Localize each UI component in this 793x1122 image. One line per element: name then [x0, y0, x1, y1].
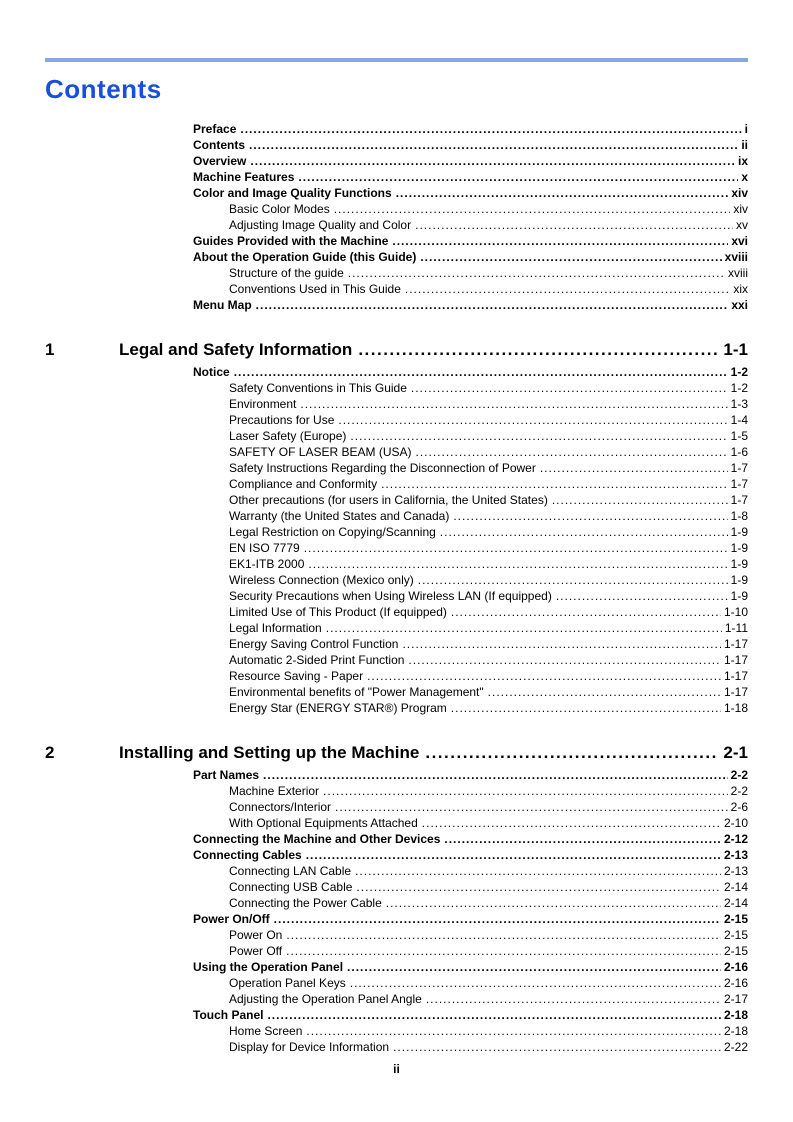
toc-entry-page: 1-4: [730, 413, 748, 427]
toc-entry[interactable]: [45, 396, 748, 412]
toc-entry[interactable]: [45, 895, 748, 911]
toc-entry-label: Connecting Cables: [193, 848, 302, 862]
dot-leader: [420, 249, 721, 265]
toc-entry-page: 1-5: [730, 429, 748, 443]
toc-entry-page: 2-14: [723, 880, 748, 894]
toc-entry-page: i: [744, 122, 748, 136]
dot-leader: [453, 508, 727, 524]
chapter-section: [45, 338, 748, 716]
toc-entry[interactable]: [45, 668, 748, 684]
dot-leader: [408, 652, 721, 668]
chapter-number: 2: [45, 743, 55, 762]
toc-entry-label: Color and Image Quality Functions: [193, 186, 392, 200]
toc-entry-label: Using the Operation Panel: [193, 960, 344, 974]
toc-entry-label: Power Off: [229, 944, 283, 958]
toc-entry-label: Power On/Off: [193, 912, 270, 926]
dot-leader: [405, 281, 730, 297]
dot-leader: [488, 684, 721, 700]
toc-entry-label: Power On: [229, 928, 283, 942]
toc-entry[interactable]: [45, 620, 748, 636]
toc-entry[interactable]: [45, 153, 748, 169]
toc-entry-label: Notice: [193, 365, 230, 379]
toc-entry-page: 1-7: [730, 493, 748, 507]
dot-leader: [249, 137, 738, 153]
dot-leader: [440, 524, 728, 540]
chapter-title: Installing and Setting up the Machine: [119, 743, 420, 762]
toc-entry-label: Environment: [229, 397, 297, 411]
toc-entry-page: 2-2: [730, 768, 748, 782]
toc-entry[interactable]: [45, 636, 748, 652]
toc-entry-label: Resource Saving - Paper: [229, 669, 364, 683]
toc-entry[interactable]: [45, 959, 748, 975]
toc-entry[interactable]: [45, 783, 748, 799]
toc-entry-label: Connectors/Interior: [229, 800, 332, 814]
dot-leader: [451, 700, 721, 716]
dot-leader: [367, 668, 721, 684]
chapter-page: 2-1: [723, 743, 748, 762]
dot-leader: [415, 217, 733, 233]
toc-entry[interactable]: [45, 588, 748, 604]
toc-entry[interactable]: [45, 508, 748, 524]
dot-leader: [540, 460, 728, 476]
toc-entry-page: xix: [733, 282, 748, 296]
toc-entry-page: 1-10: [723, 605, 748, 619]
toc-entry-label: Adjusting the Operation Panel Angle: [229, 992, 422, 1006]
dot-leader: [267, 1007, 721, 1023]
toc-entry-page: 2-15: [723, 912, 748, 926]
toc-entry-label: Other precautions (for users in California, the United States): [229, 493, 548, 507]
toc-entry-label: Precautions for Use: [229, 413, 335, 427]
toc-entry-label: Legal Restriction on Copying/Scanning: [229, 525, 436, 539]
toc-entry-label: Limited Use of This Product (If equipped): [229, 605, 447, 619]
dot-leader: [426, 991, 721, 1007]
toc-entry[interactable]: [45, 652, 748, 668]
chapter-section: [45, 741, 748, 1055]
toc-entry-page: 1-8: [730, 509, 748, 523]
toc-entry-label: SAFETY OF LASER BEAM (USA): [229, 445, 412, 459]
toc-entry-page: 2-18: [723, 1024, 748, 1038]
toc-entry[interactable]: [45, 831, 748, 847]
dot-leader: [425, 741, 719, 764]
toc-entry[interactable]: [45, 604, 748, 620]
toc-entry-label: Automatic 2-Sided Print Function: [229, 653, 405, 667]
toc-entry-page: 2-16: [723, 976, 748, 990]
toc-entry-label: Environmental benefits of "Power Management": [229, 685, 484, 699]
toc-entry-page: 2-15: [723, 944, 748, 958]
toc-entry-label: EN ISO 7779: [229, 541, 300, 555]
dot-leader: [298, 169, 738, 185]
toc-entry-page: 1-9: [730, 573, 748, 587]
toc-entry[interactable]: [45, 492, 748, 508]
dot-leader: [350, 975, 721, 991]
page-content: [45, 0, 748, 1055]
dot-leader: [323, 783, 728, 799]
chapter-entries: [45, 364, 748, 716]
toc-entry[interactable]: [45, 684, 748, 700]
toc-entry-label: Security Precautions when Using Wireless LAN (If equipped): [229, 589, 552, 603]
toc-entry[interactable]: [45, 297, 748, 313]
dot-leader: [347, 959, 721, 975]
toc-entry[interactable]: [45, 1039, 748, 1055]
page-title: Contents: [45, 74, 162, 104]
dot-leader: [274, 911, 721, 927]
toc-entry[interactable]: [45, 991, 748, 1007]
dot-leader: [286, 927, 721, 943]
toc-entry-page: 2-13: [723, 864, 748, 878]
toc-entry-page: 1-3: [730, 397, 748, 411]
toc-entry[interactable]: [45, 121, 748, 137]
toc-entry-label: Conventions Used in This Guide: [229, 282, 401, 296]
dot-leader: [355, 863, 721, 879]
dot-leader: [418, 572, 728, 588]
toc-entry[interactable]: [45, 847, 748, 863]
toc-entry-label: Connecting the Machine and Other Devices: [193, 832, 441, 846]
toc-entry-page: 1-2: [730, 365, 748, 379]
toc-entry[interactable]: [45, 281, 748, 297]
dot-leader: [402, 636, 721, 652]
toc-entry-label: Legal Information: [229, 621, 322, 635]
toc-entry-label: Safety Instructions Regarding the Disconnection of Power: [229, 461, 536, 475]
toc-entry[interactable]: [45, 364, 748, 380]
dot-leader: [358, 338, 719, 361]
toc-entry-label: Connecting LAN Cable: [229, 864, 352, 878]
toc-entry-label: Display for Device Information: [229, 1040, 390, 1054]
dot-leader: [393, 1039, 721, 1055]
dot-leader: [256, 297, 729, 313]
dot-leader: [386, 895, 721, 911]
chapter-title: Legal and Safety Information: [119, 340, 353, 359]
toc-entry-page: xxi: [731, 298, 748, 312]
toc-entry-page: 2-13: [723, 848, 748, 862]
toc-entry-page: ix: [737, 154, 748, 168]
toc-entry[interactable]: [45, 201, 748, 217]
toc-entry-page: 1-2: [730, 381, 748, 395]
toc-entry[interactable]: [45, 380, 748, 396]
toc-entry-page: 1-17: [723, 669, 748, 683]
dot-leader: [234, 364, 728, 380]
toc-entry[interactable]: [45, 540, 748, 556]
toc-entry[interactable]: [45, 700, 748, 716]
toc-entry[interactable]: [45, 556, 748, 572]
toc-entry-page: 1-6: [730, 445, 748, 459]
toc-entry[interactable]: [45, 217, 748, 233]
toc-entry-label: Structure of the guide: [229, 266, 344, 280]
toc-entry-page: 1-9: [730, 541, 748, 555]
toc-entry-page: xv: [736, 218, 748, 232]
toc-entry[interactable]: [45, 249, 748, 265]
toc-entry-page: 1-9: [730, 589, 748, 603]
toc-entry-page: 1-11: [724, 621, 748, 635]
dot-leader: [304, 540, 728, 556]
dot-leader: [356, 879, 721, 895]
toc-entry-label: Connecting USB Cable: [229, 880, 353, 894]
toc-entry-label: Basic Color Modes: [229, 202, 330, 216]
toc-entry-label: Connecting the Power Cable: [229, 896, 382, 910]
toc-entry-page: 1-17: [723, 653, 748, 667]
toc-entry-page: 2-22: [723, 1040, 748, 1054]
toc-entry-label: Energy Saving Control Function: [229, 637, 399, 651]
toc-entry-page: x: [741, 170, 748, 184]
toc-entry-page: 1-9: [730, 557, 748, 571]
toc-entry[interactable]: [45, 169, 748, 185]
chapter-heading[interactable]: [45, 338, 748, 361]
toc-entry-page: 1-7: [730, 477, 748, 491]
toc-entry[interactable]: [45, 879, 748, 895]
header-rule: [45, 58, 748, 62]
toc-entry-page: 2-14: [723, 896, 748, 910]
dot-leader: [348, 265, 725, 281]
toc-entry-label: About the Operation Guide (this Guide): [193, 250, 417, 264]
chapter-number: 1: [45, 340, 55, 359]
chapter-heading[interactable]: [45, 741, 748, 764]
toc-entry-page: xviii: [728, 266, 748, 280]
toc-entry-label: Menu Map: [193, 298, 252, 312]
toc-entry-page: 1-7: [730, 461, 748, 475]
toc-entry-page: 2-12: [723, 832, 748, 846]
dot-leader: [415, 444, 727, 460]
toc-entry[interactable]: [45, 412, 748, 428]
toc-entry[interactable]: [45, 476, 748, 492]
toc-entry[interactable]: [45, 137, 748, 153]
toc-entry-page: 2-6: [730, 800, 748, 814]
toc-entry-page: 1-17: [723, 637, 748, 651]
dot-leader: [444, 831, 721, 847]
toc-entry[interactable]: [45, 1007, 748, 1023]
toc-entry[interactable]: [45, 1023, 748, 1039]
footer-page-number: ii: [393, 1062, 400, 1076]
toc-entry-label: Wireless Connection (Mexico only): [229, 573, 414, 587]
toc-entry-page: ii: [741, 138, 748, 152]
toc-entry[interactable]: [45, 524, 748, 540]
dot-leader: [263, 767, 728, 783]
toc-entry-label: Preface: [193, 122, 237, 136]
toc-entry[interactable]: [45, 185, 748, 201]
toc-entry-page: 2-10: [723, 816, 748, 830]
dot-leader: [240, 121, 741, 137]
toc-entry-label: Home Screen: [229, 1024, 303, 1038]
dot-leader: [451, 604, 721, 620]
dot-leader: [552, 492, 728, 508]
toc-entry-label: Machine Exterior: [229, 784, 320, 798]
toc-entry-page: xiv: [731, 186, 748, 200]
toc-entry[interactable]: [45, 863, 748, 879]
dot-leader: [350, 428, 727, 444]
dot-leader: [334, 201, 731, 217]
dot-leader: [422, 815, 721, 831]
dot-leader: [250, 153, 735, 169]
toc-entry[interactable]: [45, 572, 748, 588]
toc-entry-label: Laser Safety (Europe): [229, 429, 347, 443]
toc-entry-label: Warranty (the United States and Canada): [229, 509, 450, 523]
toc-entry-label: Safety Conventions in This Guide: [229, 381, 407, 395]
toc-entry[interactable]: [45, 911, 748, 927]
dot-leader: [308, 556, 727, 572]
toc-entry-label: With Optional Equipments Attached: [229, 816, 418, 830]
dot-leader: [306, 847, 721, 863]
toc-entry-label: Operation Panel Keys: [229, 976, 346, 990]
front-matter-list: [45, 121, 748, 313]
dot-leader: [556, 588, 728, 604]
toc-entry-page: xviii: [724, 250, 748, 264]
toc-entry[interactable]: [45, 927, 748, 943]
toc-entry[interactable]: [45, 233, 748, 249]
toc-entry-label: Compliance and Conformity: [229, 477, 378, 491]
toc-entry-label: Contents: [193, 138, 245, 152]
dot-leader: [300, 396, 727, 412]
dot-leader: [392, 233, 728, 249]
toc-entry-label: Guides Provided with the Machine: [193, 234, 389, 248]
toc-entry-page: 2-17: [723, 992, 748, 1006]
toc-entry-label: Energy Star (ENERGY STAR®) Program: [229, 701, 447, 715]
toc-entry-page: 2-18: [723, 1008, 748, 1022]
toc-entry[interactable]: [45, 767, 748, 783]
toc-entry-page: 1-18: [723, 701, 748, 715]
toc-entry-label: Overview: [193, 154, 247, 168]
chapter-entries: [45, 767, 748, 1055]
toc-entry[interactable]: [45, 444, 748, 460]
toc-entry-page: 2-2: [730, 784, 748, 798]
toc-entry-page: 1-9: [730, 525, 748, 539]
toc-entry[interactable]: [45, 943, 748, 959]
dot-leader: [396, 185, 729, 201]
dot-leader: [411, 380, 728, 396]
toc-entry-label: EK1-ITB 2000: [229, 557, 305, 571]
toc-entry[interactable]: [45, 265, 748, 281]
toc-entry[interactable]: [45, 799, 748, 815]
dot-leader: [381, 476, 728, 492]
chapters-list: [45, 338, 748, 1055]
toc-entry-label: Adjusting Image Quality and Color: [229, 218, 412, 232]
toc-entry-label: Touch Panel: [193, 1008, 264, 1022]
dot-leader: [306, 1023, 721, 1039]
toc-entry[interactable]: [45, 975, 748, 991]
toc-entry[interactable]: [45, 428, 748, 444]
chapter-page: 1-1: [723, 340, 748, 359]
dot-leader: [335, 799, 728, 815]
toc-entry[interactable]: [45, 460, 748, 476]
dot-leader: [338, 412, 727, 428]
toc-entry-page: xiv: [733, 202, 748, 216]
toc-entry-page: 2-16: [723, 960, 748, 974]
toc-entry-page: 1-17: [723, 685, 748, 699]
toc-entry-label: Part Names: [193, 768, 260, 782]
dot-leader: [326, 620, 722, 636]
toc-entry-page: xvi: [731, 234, 748, 248]
toc-entry[interactable]: [45, 815, 748, 831]
toc-entry-label: Machine Features: [193, 170, 295, 184]
dot-leader: [286, 943, 721, 959]
toc-entry-page: 2-15: [723, 928, 748, 942]
